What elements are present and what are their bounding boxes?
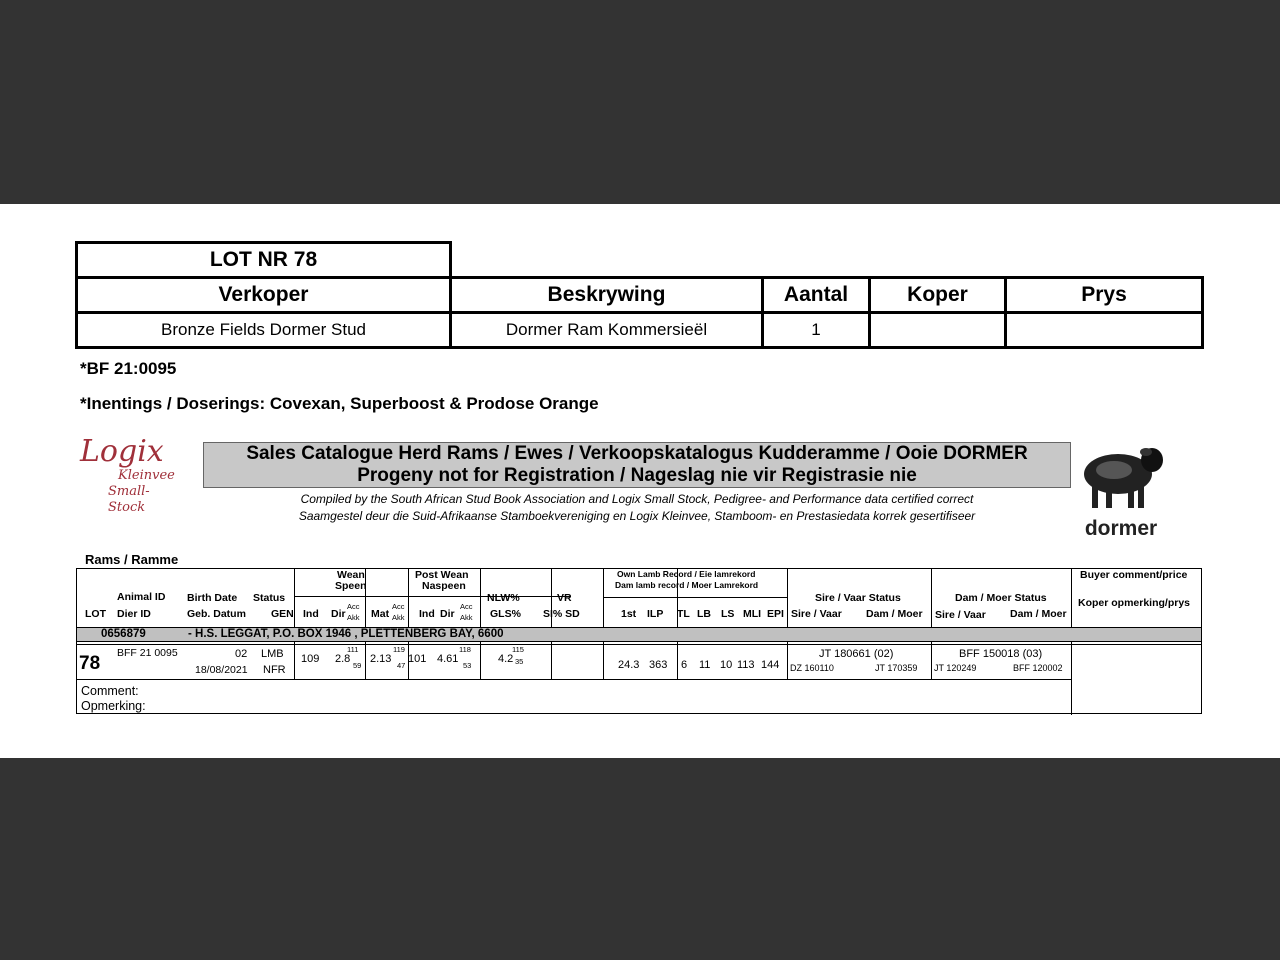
value-beskrywing: Dormer Ram Kommersieël <box>449 311 764 349</box>
col-post-ind: Ind <box>419 608 435 620</box>
col-speen: Speen <box>335 580 367 592</box>
col-lot: LOT <box>85 608 106 620</box>
col-post-wean: Post Wean <box>415 569 469 581</box>
header-koper: Koper <box>868 276 1007 314</box>
dam-id: BFF 150018 (03) <box>959 648 1043 660</box>
breeder-number: 0656879 <box>101 628 146 640</box>
lot-title: LOT NR 78 <box>75 241 452 279</box>
value-koper[interactable] <box>868 311 1007 349</box>
col-buyer-comment: Buyer comment/price <box>1080 569 1188 581</box>
breeder-row <box>77 627 1201 642</box>
catalogue-subtitle: Progeny not for Registration / Nageslag nie vir Registrasie nie <box>357 465 917 486</box>
value-prys[interactable] <box>1004 311 1204 349</box>
col-birth-date: Birth Date <box>187 592 238 604</box>
animal-lot: 78 <box>79 653 101 674</box>
animal-status: LMB <box>261 648 284 660</box>
col-status: Status <box>253 592 286 604</box>
col-si-sd: SI% SD <box>543 608 580 620</box>
logix-logo: Logix Kleinvee Small-Stock <box>80 434 175 515</box>
col-vr: VR <box>557 592 572 604</box>
col-geb-datum: Geb. Datum <box>187 608 246 620</box>
breeder-address: - H.S. LEGGAT, P.O. BOX 1946 , PLETTENBERG BAY, 6600 <box>188 628 504 640</box>
dormer-sheep-logo: dormer <box>1074 440 1168 536</box>
document-page <box>0 204 1280 758</box>
comment-label: Comment: <box>81 684 139 698</box>
col-gen: GEN <box>271 608 294 620</box>
col-post-dir: Dir <box>440 608 455 620</box>
sire-id: JT 180661 (02) <box>819 648 894 660</box>
header-prys: Prys <box>1004 276 1204 314</box>
value-verkoper: Bronze Fields Dormer Stud <box>75 311 452 349</box>
col-naspeen: Naspeen <box>422 580 466 592</box>
col-wean-mat: Mat <box>371 608 390 620</box>
id-note: *BF 21:0095 <box>80 359 177 378</box>
col-own-lamb: Own Lamb Record / Eie lamrekord <box>617 569 756 579</box>
compiled-af: Saamgestel deur die Suid-Afrikaanse Stamboekvereniging en Logix Kleinvee, Stamboom- en Prestasiedata korrek gesertifiseer <box>298 509 976 523</box>
col-wean-ind: Ind <box>303 608 319 620</box>
col-animal-id: Animal ID <box>117 591 166 603</box>
col-sire-status: Sire / Vaar Status <box>815 592 901 604</box>
vaccines-note: *Inentings / Doserings: Covexan, Superboost & Prodose Orange <box>80 394 599 413</box>
animal-id: BFF 21 0095 <box>117 647 178 659</box>
col-koper-opmerking: Koper opmerking/prys <box>1078 597 1191 609</box>
col-wean: Wean <box>337 569 365 581</box>
catalogue-banner <box>203 442 1071 488</box>
section-title: Rams / Ramme <box>85 552 179 567</box>
animal-table: Animal ID Dier ID LOT Birth Date Geb. Datum Status GEN Wean Speen Ind Dir Acc Akk Mat Acc Akk Post Wean Naspeen Ind Dir Acc Akk NLW% GLS% VR SI% SD Own Lamb Record / Eie lamrekord Dam lamb record / Moer Lamrekord 1st ILP TL LB LS MLI EPI Sire / Vaar Status Sire / Vaar Dam / Moer Dam / Moer Status Sire / Vaar Dam / Moer Buyer comment/price Koper opmerking/prys 0656879 - H.S. LEGGAT, P.O. BOX 1946 , PLETTENBERG BAY, 6600 78 BFF 21 0095 02 18/08/2021 LMB NFR 109 2.8 111 59 2.13 119 47 101 4.61 118 53 4.2 115 35 24.3 363 6 11 10 113 144 JT 180661 (02) DZ 160110 JT 170359 BFF 150018 (03) JT 120249 BFF 120002 Comment: Opmerking: <box>76 568 1202 714</box>
opmerking-label: Opmerking: <box>81 699 146 713</box>
header-beskrywing: Beskrywing <box>449 276 764 314</box>
col-wean-dir: Dir <box>331 608 346 620</box>
value-aantal: 1 <box>761 311 871 349</box>
animal-birth-code: 02 <box>235 648 248 660</box>
header-aantal: Aantal <box>761 276 871 314</box>
header-verkoper: Verkoper <box>75 276 452 314</box>
col-dier-id: Dier ID <box>117 608 151 620</box>
col-dam-lamb: Dam lamb record / Moer Lamrekord <box>615 580 759 590</box>
compiled-en: Compiled by the South African Stud Book Association and Logix Small Stock, Pedigree- and Performance data certified correct <box>300 492 974 506</box>
catalogue-title: Sales Catalogue Herd Rams / Ewes / Verkoopskatalogus Kudderamme / Ooie DORMER <box>246 443 1028 464</box>
animal-gen: NFR <box>263 664 286 676</box>
col-gls: GLS% <box>490 608 521 620</box>
col-nlw: NLW% <box>487 592 520 604</box>
col-dam-status: Dam / Moer Status <box>955 592 1047 604</box>
animal-birth-date: 18/08/2021 <box>195 664 248 676</box>
